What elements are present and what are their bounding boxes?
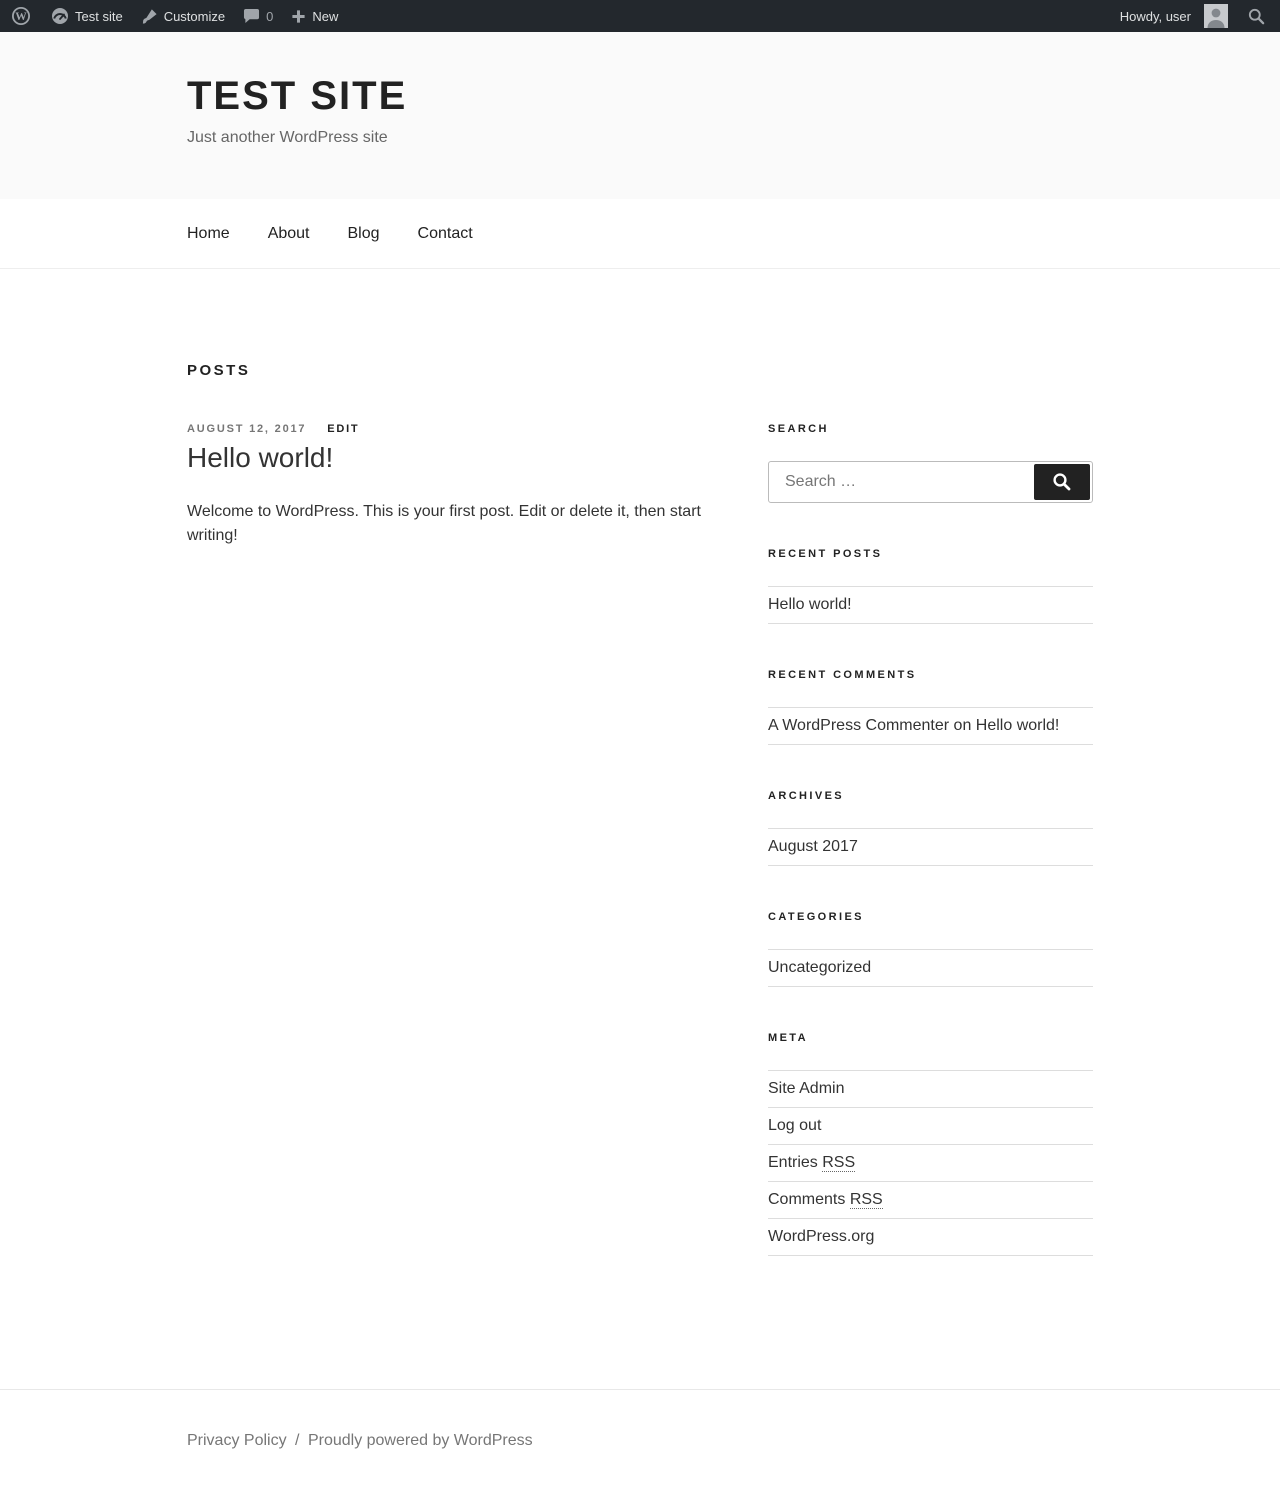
recent-posts-list xyxy=(768,586,1093,624)
site-header xyxy=(0,32,1280,199)
svg-text:W: W xyxy=(15,11,27,24)
categories-title: CATEGORIES xyxy=(768,911,864,923)
widget-link[interactable]: Log out xyxy=(768,1117,822,1134)
archive-item xyxy=(768,828,1093,866)
admin-bar xyxy=(0,0,1280,32)
customize-brush-icon xyxy=(141,8,158,25)
howdy-label: Howdy, user xyxy=(1119,8,1191,24)
meta-item xyxy=(768,1108,1093,1145)
category-item xyxy=(768,949,1093,987)
recent-post-item xyxy=(768,586,1093,624)
admin-bar-right xyxy=(1111,0,1280,32)
widget-link[interactable]: WordPress.org xyxy=(768,1228,875,1245)
recent-comments-title: RECENT COMMENTS xyxy=(768,669,917,681)
sidebar xyxy=(768,362,1093,1301)
meta-item xyxy=(768,1182,1093,1219)
admin-bar-search-toggle[interactable] xyxy=(1237,0,1276,32)
widget-link[interactable]: Uncategorized xyxy=(768,959,872,976)
search-icon xyxy=(1051,471,1073,493)
search-form xyxy=(768,461,1093,503)
new-plus-icon xyxy=(291,9,306,24)
nav-link[interactable]: Home xyxy=(187,224,230,242)
rss-abbr: RSS xyxy=(822,1154,856,1171)
widget-link[interactable]: Comments RSS xyxy=(768,1191,883,1208)
archives-widget xyxy=(768,790,1093,866)
admin-bar-customize[interactable] xyxy=(132,0,234,32)
post-edit-link[interactable]: EDIT xyxy=(327,423,360,435)
powered-by-link[interactable]: Proudly powered by WordPress xyxy=(307,1432,533,1449)
admin-bar-site-name[interactable] xyxy=(42,0,132,32)
admin-bar-new-label: New xyxy=(312,8,339,24)
site-content xyxy=(187,269,1093,1389)
categories-list xyxy=(768,949,1093,987)
meta-item xyxy=(768,1145,1093,1182)
admin-bar-left xyxy=(0,0,347,32)
recent-comments-widget xyxy=(768,669,1093,745)
footer-separator: / xyxy=(295,1432,300,1449)
search-input[interactable] xyxy=(769,462,1024,502)
search-widget-title: SEARCH xyxy=(768,423,829,435)
comment-post-link[interactable]: Hello world! xyxy=(975,717,1060,734)
search-widget xyxy=(768,423,1093,503)
recent-posts-title: RECENT POSTS xyxy=(768,548,883,560)
wp-logo-menu[interactable] xyxy=(0,0,42,32)
search-submit-button[interactable] xyxy=(1034,464,1090,500)
post-article xyxy=(187,423,715,548)
admin-bar-site-name-label: Test site xyxy=(75,8,123,24)
categories-widget xyxy=(768,911,1093,987)
content-area xyxy=(187,362,715,1301)
comment-count: 0 xyxy=(266,8,274,24)
archives-list xyxy=(768,828,1093,866)
nav-link[interactable]: Contact xyxy=(417,224,473,242)
recent-comment-item xyxy=(768,707,1093,745)
widget-link[interactable]: Site Admin xyxy=(768,1080,845,1097)
posts-section-title: POSTS xyxy=(187,362,251,379)
archives-title: ARCHIVES xyxy=(768,790,845,802)
comment-connector: on xyxy=(949,717,976,734)
comment-author-link[interactable]: A WordPress Commenter xyxy=(768,717,950,734)
admin-bar-customize-label: Customize xyxy=(163,8,226,24)
meta-item xyxy=(768,1219,1093,1256)
widget-link[interactable]: Entries RSS xyxy=(768,1154,856,1171)
widget-link[interactable]: August 2017 xyxy=(768,838,858,855)
admin-bar-comments[interactable] xyxy=(234,0,282,32)
wordpress-logo-icon xyxy=(11,6,31,26)
post-body: Welcome to WordPress. This is your first post. Edit or delete it, then start writing! xyxy=(187,502,701,544)
post-title-link[interactable]: Hello world! xyxy=(187,442,334,473)
site-footer xyxy=(0,1389,1280,1488)
recent-comments-list xyxy=(768,707,1093,745)
widget-link[interactable]: Hello world! xyxy=(768,596,852,613)
admin-bar-new[interactable] xyxy=(282,0,347,32)
search-icon xyxy=(1247,7,1266,26)
post-meta xyxy=(187,423,715,435)
meta-item xyxy=(768,1070,1093,1108)
main-nav xyxy=(0,199,1280,269)
site-title-link[interactable]: TEST SITE xyxy=(187,74,408,118)
recent-posts-widget xyxy=(768,548,1093,624)
meta-widget xyxy=(768,1032,1093,1256)
comments-bubble-icon xyxy=(243,8,260,24)
avatar xyxy=(1204,4,1228,28)
privacy-policy-link[interactable]: Privacy Policy xyxy=(187,1432,287,1449)
meta-title: META xyxy=(768,1032,808,1044)
meta-list xyxy=(768,1070,1093,1256)
site-tagline: Just another WordPress site xyxy=(187,129,388,146)
nav-links xyxy=(187,225,1093,243)
nav-link[interactable]: About xyxy=(267,224,310,242)
post-date-link[interactable]: AUGUST 12, 2017 xyxy=(187,423,307,435)
admin-bar-my-account[interactable] xyxy=(1111,0,1237,32)
rss-abbr: RSS xyxy=(849,1191,883,1208)
dashboard-gauge-icon xyxy=(51,7,69,25)
nav-link[interactable]: Blog xyxy=(347,224,380,242)
